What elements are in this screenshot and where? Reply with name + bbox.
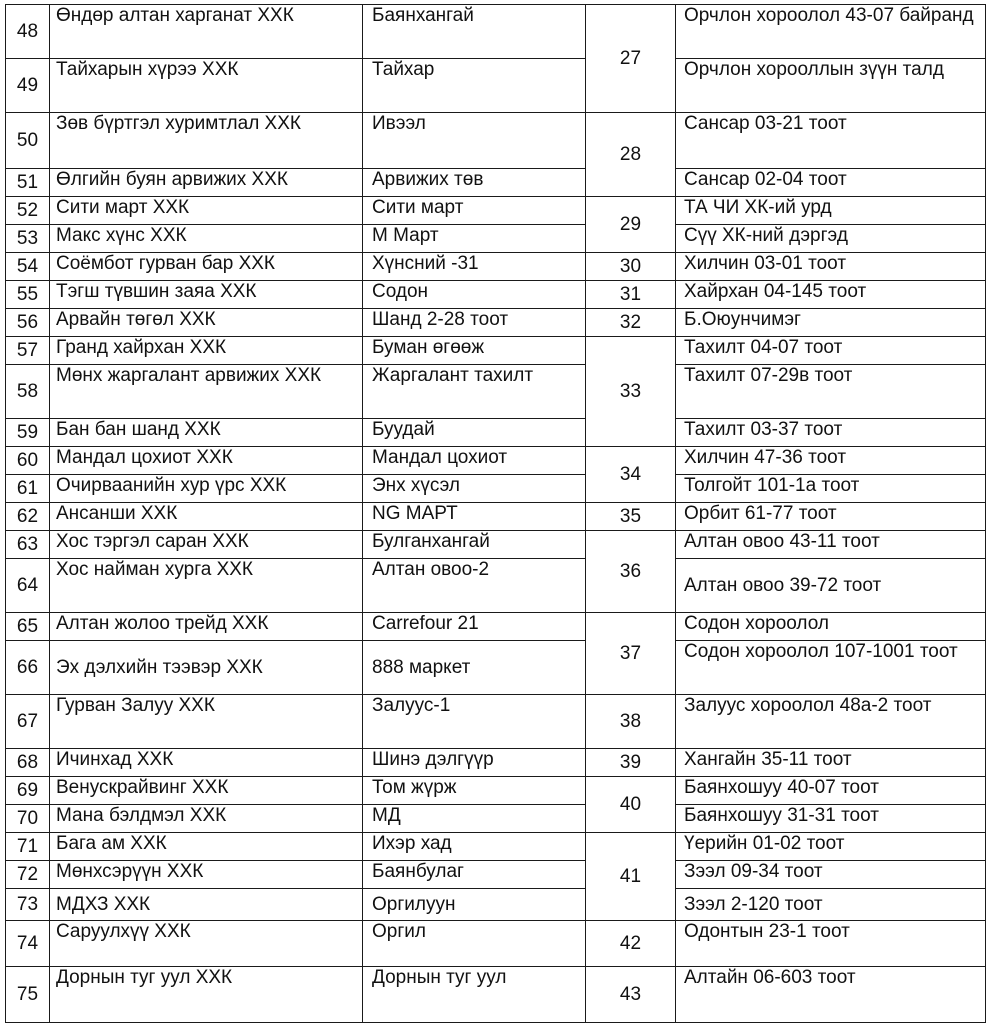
table-row	[6, 5, 986, 59]
row-number: 62	[6, 503, 50, 531]
address: Содон хороолол 107-1001 тоот	[676, 641, 986, 695]
shop-name: Сити март	[363, 197, 586, 225]
group-number: 27	[586, 5, 676, 113]
company-name: Тэгш түвшин заяа ХХК	[50, 281, 363, 309]
group-number: 43	[586, 967, 676, 1023]
company-name: Хос тэргэл саран ХХК	[50, 531, 363, 559]
address: Алтан овоо 39-72 тоот	[676, 559, 986, 613]
table-row	[6, 113, 986, 169]
group-number: 38	[586, 695, 676, 749]
shop-name: Шанд 2-28 тоот	[363, 309, 586, 337]
table-row	[6, 225, 986, 253]
row-number: 56	[6, 309, 50, 337]
company-name: Венускрайвинг ХХК	[50, 777, 363, 805]
row-number: 75	[6, 967, 50, 1023]
table-row	[6, 777, 986, 805]
row-number: 60	[6, 447, 50, 475]
company-name: МДХЗ ХХК	[50, 889, 363, 921]
address: Б.Оюунчимэг	[676, 309, 986, 337]
company-name: Мана бэлдмэл ХХК	[50, 805, 363, 833]
table-row	[6, 921, 986, 967]
address: Үерийн 01-02 тоот	[676, 833, 986, 861]
company-name: Соёмбот гурван бар ХХК	[50, 253, 363, 281]
shop-name: Ивээл	[363, 113, 586, 169]
table-row	[6, 281, 986, 309]
address: Орчлон хороолол 43-07 байранд	[676, 5, 986, 59]
address: Одонтын 23-1 тоот	[676, 921, 986, 967]
company-name: Хос найман хурга ХХК	[50, 559, 363, 613]
group-number: 39	[586, 749, 676, 777]
company-name: Саруулхүү ХХК	[50, 921, 363, 967]
table-row	[6, 59, 986, 113]
table-row	[6, 559, 986, 613]
row-number: 61	[6, 475, 50, 503]
address: Сансар 03-21 тоот	[676, 113, 986, 169]
group-number: 40	[586, 777, 676, 833]
company-name: Өндөр алтан харганат ХХК	[50, 5, 363, 59]
group-number: 31	[586, 281, 676, 309]
shop-name: Содон	[363, 281, 586, 309]
company-name: Сити март ХХК	[50, 197, 363, 225]
table-row	[6, 749, 986, 777]
address: Толгойт 101-1а тоот	[676, 475, 986, 503]
group-number: 32	[586, 309, 676, 337]
address: Баянхошуу 40-07 тоот	[676, 777, 986, 805]
table-row	[6, 309, 986, 337]
shop-name: Энх хүсэл	[363, 475, 586, 503]
shop-name: Оргил	[363, 921, 586, 967]
address: Алтан овоо 43-11 тоот	[676, 531, 986, 559]
shop-name: М Март	[363, 225, 586, 253]
row-number: 48	[6, 5, 50, 59]
shop-list-table	[5, 4, 986, 1023]
address: Хилчин 47-36 тоот	[676, 447, 986, 475]
address: Тахилт 07-29в тоот	[676, 365, 986, 419]
row-number: 72	[6, 861, 50, 889]
address: Сансар 02-04 тоот	[676, 169, 986, 197]
row-number: 65	[6, 613, 50, 641]
group-number: 41	[586, 833, 676, 921]
row-number: 66	[6, 641, 50, 695]
row-number: 59	[6, 419, 50, 447]
row-number: 50	[6, 113, 50, 169]
table-row	[6, 833, 986, 861]
row-number: 68	[6, 749, 50, 777]
shop-name: Баянхангай	[363, 5, 586, 59]
shop-name: Булганхангай	[363, 531, 586, 559]
row-number: 70	[6, 805, 50, 833]
row-number: 51	[6, 169, 50, 197]
company-name: Эх дэлхийн тээвэр ХХК	[50, 641, 363, 695]
address: Орчлон хорооллын зүүн талд	[676, 59, 986, 113]
shop-name: Ихэр хад	[363, 833, 586, 861]
company-name: Мандал цохиот ХХК	[50, 447, 363, 475]
row-number: 53	[6, 225, 50, 253]
shop-name: Дорнын туг уул	[363, 967, 586, 1023]
table-row	[6, 447, 986, 475]
table-row	[6, 253, 986, 281]
group-number: 30	[586, 253, 676, 281]
row-number: 74	[6, 921, 50, 967]
company-name: Очирваанийн хур үрс ХХК	[50, 475, 363, 503]
address: Сүү ХК-ний дэргэд	[676, 225, 986, 253]
address: Залуус хороолол 48а-2 тоот	[676, 695, 986, 749]
table-row	[6, 641, 986, 695]
row-number: 54	[6, 253, 50, 281]
shop-name: NG МАРТ	[363, 503, 586, 531]
group-number: 35	[586, 503, 676, 531]
company-name: Алтан жолоо трейд ХХК	[50, 613, 363, 641]
company-name: Мөнх жаргалант арвижих ХХК	[50, 365, 363, 419]
table-row	[6, 503, 986, 531]
shop-name: МД	[363, 805, 586, 833]
company-name: Арвайн төгөл ХХК	[50, 309, 363, 337]
table-row	[6, 475, 986, 503]
row-number: 69	[6, 777, 50, 805]
address: Содон хороолол	[676, 613, 986, 641]
shop-name: Баянбулаг	[363, 861, 586, 889]
shop-name: Тайхар	[363, 59, 586, 113]
address: Алтайн 06-603 тоот	[676, 967, 986, 1023]
company-name: Макс хүнс ХХК	[50, 225, 363, 253]
table-row	[6, 805, 986, 833]
table-row	[6, 889, 986, 921]
group-number: 34	[586, 447, 676, 503]
table-row	[6, 365, 986, 419]
group-number: 36	[586, 531, 676, 613]
table-row	[6, 419, 986, 447]
company-name: Дорнын туг уул ХХК	[50, 967, 363, 1023]
row-number: 73	[6, 889, 50, 921]
address: Тахилт 04-07 тоот	[676, 337, 986, 365]
shop-name: Оргилуун	[363, 889, 586, 921]
shop-name: Мандал цохиот	[363, 447, 586, 475]
group-number: 33	[586, 337, 676, 447]
address: Тахилт 03-37 тоот	[676, 419, 986, 447]
row-number: 55	[6, 281, 50, 309]
company-name: Мөнхсэрүүн ХХК	[50, 861, 363, 889]
table-row	[6, 531, 986, 559]
address: Зээл 2-120 тоот	[676, 889, 986, 921]
company-name: Ансанши ХХК	[50, 503, 363, 531]
shop-name: Хүнсний -31	[363, 253, 586, 281]
table-row	[6, 861, 986, 889]
table-row	[6, 613, 986, 641]
row-number: 64	[6, 559, 50, 613]
company-name: Гурван Залуу ХХК	[50, 695, 363, 749]
group-number: 37	[586, 613, 676, 695]
shop-name: Залуус-1	[363, 695, 586, 749]
shop-name: Жаргалант тахилт	[363, 365, 586, 419]
row-number: 58	[6, 365, 50, 419]
row-number: 52	[6, 197, 50, 225]
table-row	[6, 169, 986, 197]
company-name: Бага ам ХХК	[50, 833, 363, 861]
group-number: 28	[586, 113, 676, 197]
table-row	[6, 967, 986, 1023]
table-row	[6, 197, 986, 225]
address: Хангайн 35-11 тоот	[676, 749, 986, 777]
shop-name: 888 маркет	[363, 641, 586, 695]
company-name: Тайхарын хүрээ ХХК	[50, 59, 363, 113]
address: Хайрхан 04-145 тоот	[676, 281, 986, 309]
shop-name: Шинэ дэлгүүр	[363, 749, 586, 777]
address: Зээл 09-34 тоот	[676, 861, 986, 889]
shop-name: Carrefour 21	[363, 613, 586, 641]
company-name: Ичинхад ХХК	[50, 749, 363, 777]
row-number: 63	[6, 531, 50, 559]
group-number: 42	[586, 921, 676, 967]
company-name: Зөв бүртгэл хуримтлал ХХК	[50, 113, 363, 169]
row-number: 67	[6, 695, 50, 749]
company-name: Гранд хайрхан ХХК	[50, 337, 363, 365]
row-number: 49	[6, 59, 50, 113]
table-row	[6, 337, 986, 365]
row-number: 71	[6, 833, 50, 861]
address: Орбит 61-77 тоот	[676, 503, 986, 531]
shop-name: Буман өгөөж	[363, 337, 586, 365]
shop-name: Буудай	[363, 419, 586, 447]
shop-name: Том жүрж	[363, 777, 586, 805]
group-number: 29	[586, 197, 676, 253]
shop-name: Алтан овоо-2	[363, 559, 586, 613]
address: ТА ЧИ ХК-ий урд	[676, 197, 986, 225]
company-name: Өлгийн буян арвижих ХХК	[50, 169, 363, 197]
address: Хилчин 03-01 тоот	[676, 253, 986, 281]
address: Баянхошуу 31-31 тоот	[676, 805, 986, 833]
company-name: Бан бан шанд ХХК	[50, 419, 363, 447]
table-row	[6, 695, 986, 749]
row-number: 57	[6, 337, 50, 365]
shop-name: Арвижих төв	[363, 169, 586, 197]
